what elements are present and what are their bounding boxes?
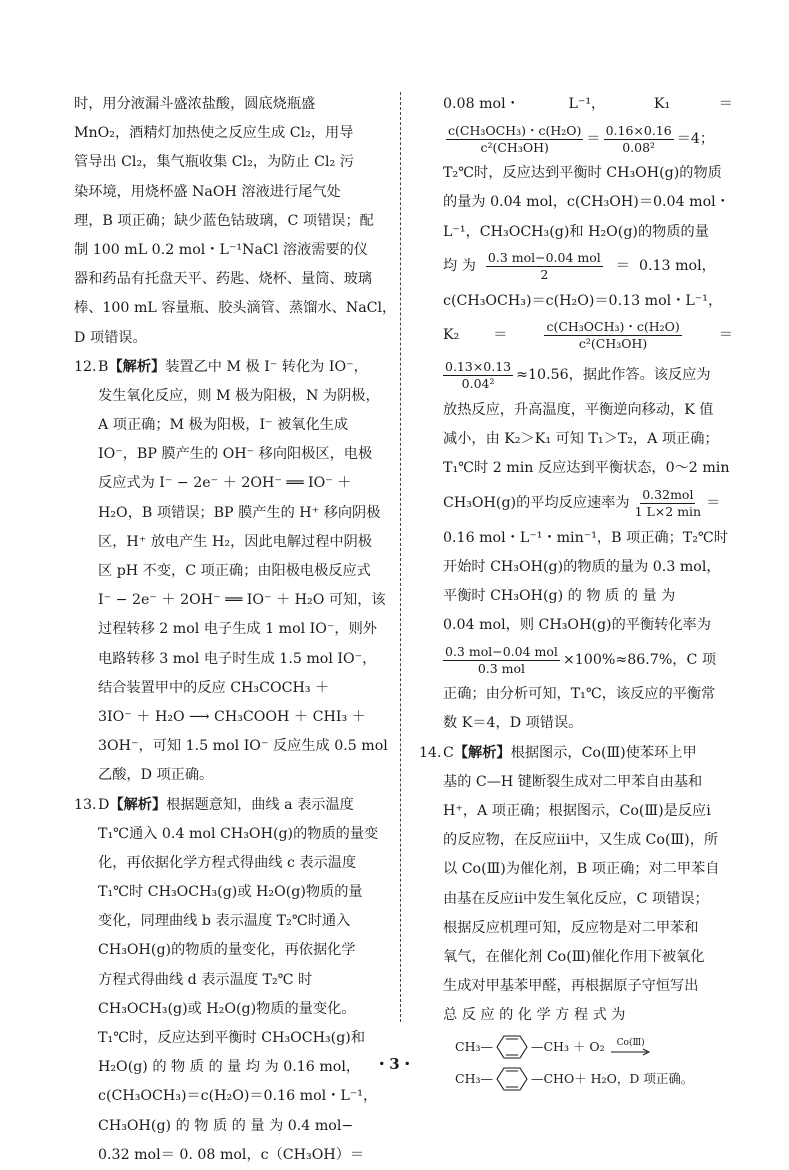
text-line: c(CH₃OCH₃)＝c(H₂O)＝0.13 mol・L⁻¹，: [443, 292, 723, 309]
text-line: H₂O，B 项错误；BP 膜产生的 H⁺ 移向阴极: [98, 504, 381, 521]
text-line: 0.16 mol・L⁻¹・min⁻¹，B 项正确；T₂℃时: [443, 529, 728, 546]
text-line: [443, 90, 733, 119]
text-line: T₂℃时，反应达到平衡时 CH₃OH(g)的物质: [443, 165, 722, 182]
text-line: 管导出 Cl₂，集气瓶收集 Cl₂，为防止 Cl₂ 污: [74, 154, 354, 171]
text-line: 生成对甲基苯甲醛，再根据原子守恒写出: [443, 978, 699, 995]
text-fragment: K₁: [653, 96, 671, 112]
text-line: 3OH⁻，可知 1.5 mol IO⁻ 反应生成 0.5 mol: [98, 738, 388, 755]
question-number: 12.: [74, 358, 97, 375]
denominator: c²(CH₃OH): [578, 336, 648, 352]
text-line: 变化，同理曲线 b 表示温度 T₂℃时通入: [98, 913, 351, 930]
text-line: MnO₂，酒精灯加热使之反应生成 Cl₂，用导: [74, 125, 354, 142]
text-line: 电路转移 3 mol 电子时生成 1.5 mol IO⁻，: [98, 650, 377, 667]
text-line: 平衡时 CH₃OH(g) 的 物 质 的 量 为: [443, 587, 676, 604]
fraction: [446, 124, 583, 155]
text-line: 器和药品有托盘天平、药匙、烧杯、量筒、玻璃: [74, 271, 372, 288]
text-line: 减小，由 K₂＞K₁ 可知 T₁＞T₂，A 项正确；: [443, 431, 719, 448]
text-fragment: ×100%≈86.7%，C 项: [562, 651, 717, 668]
text-line: 开始时 CH₃OH(g)的物质的量为 0.3 mol，: [443, 558, 721, 575]
analysis-tag: 【解析】: [109, 796, 167, 813]
text-line: CH₃OCH₃(g)或 H₂O(g)物质的量变化。: [98, 1000, 356, 1017]
page-number: ・3・: [374, 1055, 415, 1073]
text-fragment: K₂: [443, 327, 460, 344]
text-line: A 项正确；M 极为阳极，I⁻ 被氧化生成: [98, 417, 349, 434]
denominator: c²(CH₃OH): [480, 139, 549, 155]
product-text: —CHO＋ H₂O，D 项正确。: [530, 1070, 694, 1086]
fraction: [604, 124, 674, 155]
methyl-group: CH₃—: [455, 1038, 493, 1054]
text-line: 0.04 mol，则 CH₃OH(g)的平衡转化率为: [443, 617, 711, 634]
right-column: [419, 90, 733, 1095]
analysis-tag: 【解析】: [108, 358, 166, 375]
question-12-header: [74, 353, 388, 382]
denominator: 2: [540, 267, 549, 283]
text-fragment: CH₃OH(g)的平均反应速率为: [443, 494, 630, 511]
text-line: T₁℃时 CH₃OCH₃(g)或 H₂O(g)物质的量: [98, 884, 363, 901]
text-line: T₁℃时 2 min 反应达到平衡状态，0～2 min: [443, 460, 730, 477]
text-fragment: ≈10.56，据此作答。该反应为: [516, 367, 711, 384]
fraction: [633, 488, 704, 519]
text-line: H⁺，A 项正确；根据图示，Co(Ⅲ)是反应ⅰ: [443, 803, 711, 819]
text-line: 根据图示，Co(Ⅲ)使苯环上甲: [510, 744, 697, 761]
analysis-tag: 【解析】: [453, 744, 511, 761]
text-line: T₁℃通入 0.4 mol CH₃OH(g)的物质的量变: [98, 825, 379, 842]
text-line: 区，H⁺ 放电产生 H₂，因此电解过程中阴极: [98, 533, 372, 550]
numerator: 0.16×0.16: [605, 122, 672, 138]
average-equation: [443, 247, 733, 287]
methyl-group: CH₃—: [455, 1070, 493, 1086]
text-line: CH₃OH(g)的物质的量变化，再依据化学: [98, 942, 356, 959]
text-line: 氧气，在催化剂 Co(Ⅲ)催化作用下被氧化: [443, 948, 705, 965]
text-line: 以 Co(Ⅲ)为催化剂，B 项正确；对二甲苯自: [443, 861, 720, 878]
text-line: 结合装置甲中的反应 CH₃COCH₃ ＋: [98, 679, 330, 696]
text-line: 过程转移 2 mol 电子生成 1 mol IO⁻，则外: [98, 621, 377, 638]
text-line: 的反应物，在反应ⅲ中，又生成 Co(Ⅲ)，所: [443, 832, 719, 849]
rate-equation: [443, 484, 733, 524]
text-line: IO⁻，BP 膜产生的 OH⁻ 移向阳极区，电极: [98, 446, 373, 463]
fraction: [486, 251, 603, 282]
question-number: 13.: [74, 796, 97, 813]
text-line: 棒、100 mL 容量瓶、胶头滴管、蒸馏水、NaCl，: [74, 300, 397, 317]
question-number: 14.: [419, 744, 442, 761]
text-line: 方程式得曲线 d 表示温度 T₂℃ 时: [98, 971, 313, 988]
text-line: 根据反应机理可知，反应物是对二甲苯和: [443, 919, 699, 936]
text-line: CH₃OH(g) 的 物 质 的 量 为 0.4 mol−: [98, 1117, 354, 1134]
text-fragment: ＝: [718, 96, 733, 112]
text-line: T₁℃时，反应达到平衡时 CH₃OCH₃(g)和: [98, 1030, 366, 1046]
numerator: c(CH₃OCH₃)・c(H₂O): [546, 319, 680, 335]
numerator: 0.13×0.13: [445, 359, 512, 375]
denominator: 0.08²: [622, 139, 656, 155]
question-13-header: [74, 791, 388, 820]
text-line: H₂O(g) 的 物 质 的 量 均 为 0.16 mol，: [98, 1059, 361, 1076]
answer-letter: B: [98, 358, 109, 375]
text-line: 数 K＝4，D 项错误。: [443, 715, 583, 732]
text-line: 理，B 项正确；缺少蓝色钴玻璃，C 项错误；配: [74, 212, 374, 229]
conversion-equation: [443, 640, 733, 680]
text-line: 时，用分液漏斗盛浓盐酸，圆底烧瓶盛: [74, 96, 316, 112]
text-line: 的量为 0.04 mol，c(CH₃OH)＝0.04 mol・: [443, 194, 730, 211]
text-fragment: 0.08 mol・: [443, 96, 520, 112]
answer-letter: D: [98, 796, 110, 813]
text-line: 总 反 应 的 化 学 方 程 式 为: [443, 1007, 626, 1024]
text-fragment: ＝ 0.13 mol，: [615, 258, 716, 275]
numerator: 0.3 mol−0.04 mol: [445, 643, 558, 659]
numerator: c(CH₃OCH₃)・c(H₂O): [448, 122, 582, 138]
text-line: 0.32 mol＝ 0. 08 mol，c（CH₃OH）＝: [98, 1146, 365, 1163]
equals-sign: ＝: [493, 327, 508, 344]
fraction: [544, 320, 681, 351]
text-line: L⁻¹，CH₃OCH₃(g)和 H₂O(g)的物质的量: [443, 223, 709, 240]
text-line: 3IO⁻ ＋ H₂O ⟶ CH₃COOH ＋ CHI₃ ＋: [98, 708, 366, 725]
text-fragment: L⁻¹，: [568, 96, 606, 112]
text-line: 制 100 mL 0.2 mol・L⁻¹NaCl 溶液需要的仪: [74, 241, 368, 258]
text-line: 由基在反应ⅱ中发生氧化反应，C 项错误；: [443, 890, 709, 907]
text-line: 放热反应，升高温度，平衡逆向移动，K 值: [443, 401, 714, 418]
text-line: I⁻ − 2e⁻ ＋ 2OH⁻ ══ IO⁻ ＋ H₂O 可知，该: [98, 592, 386, 609]
equals-sign: ＝: [718, 327, 733, 344]
denominator: 0.3 mol: [477, 660, 526, 676]
equals-sign: ＝: [586, 130, 601, 147]
text-line: 基的 C—H 键断裂生成对二甲苯自由基和: [443, 773, 703, 790]
answer-letter: C: [443, 744, 454, 761]
k2-equation: [443, 316, 733, 356]
text-fragment: ＝4；: [676, 130, 715, 147]
text-line: 乙酸，D 项正确。: [98, 767, 214, 784]
denominator: 0.04²: [461, 376, 495, 392]
text-line: D 项错误。: [74, 329, 147, 346]
text-line: 区 pH 不变，C 项正确；由阳极电极反应式: [98, 563, 371, 579]
text-fragment: 均 为: [443, 258, 476, 275]
catalyst-label: Co(Ⅲ): [616, 1037, 645, 1048]
text-line: 装置乙中 M 极 I⁻ 转化为 IO⁻，: [165, 358, 368, 375]
question-14-header: [419, 739, 733, 768]
denominator: 1 L×2 min: [634, 504, 702, 519]
text-line: 发生氧化反应，则 M 极为阳极，N 为阴极，: [98, 387, 380, 404]
k2-value: [443, 356, 733, 396]
fraction: [443, 360, 513, 391]
column-divider: [400, 92, 401, 1022]
text-line: 染环境，用烧杯盛 NaOH 溶液进行尾气处: [74, 183, 341, 200]
text-line: 根据题意知，曲线 a 表示温度: [166, 796, 354, 813]
k1-equation: [443, 119, 733, 159]
text-line: 化，再依据化学方程式得曲线 c 表示温度: [98, 854, 357, 871]
reactant-text: —CH₃ ＋ O₂: [530, 1038, 605, 1054]
numerator: 0.3 mol−0.04 mol: [487, 250, 601, 266]
fraction: [443, 645, 560, 676]
text-line: 反应式为 I⁻ − 2e⁻ ＋ 2OH⁻ ══ IO⁻ ＋: [98, 475, 352, 492]
text-line: 正确；由分析可知，T₁℃，该反应的平衡常: [443, 686, 716, 703]
equals-sign: ＝: [706, 494, 721, 511]
numerator: 0.32mol: [642, 487, 694, 502]
text-line: c(CH₃OCH₃)＝c(H₂O)＝0.16 mol・L⁻¹，: [98, 1088, 378, 1105]
left-column: [74, 90, 397, 1170]
